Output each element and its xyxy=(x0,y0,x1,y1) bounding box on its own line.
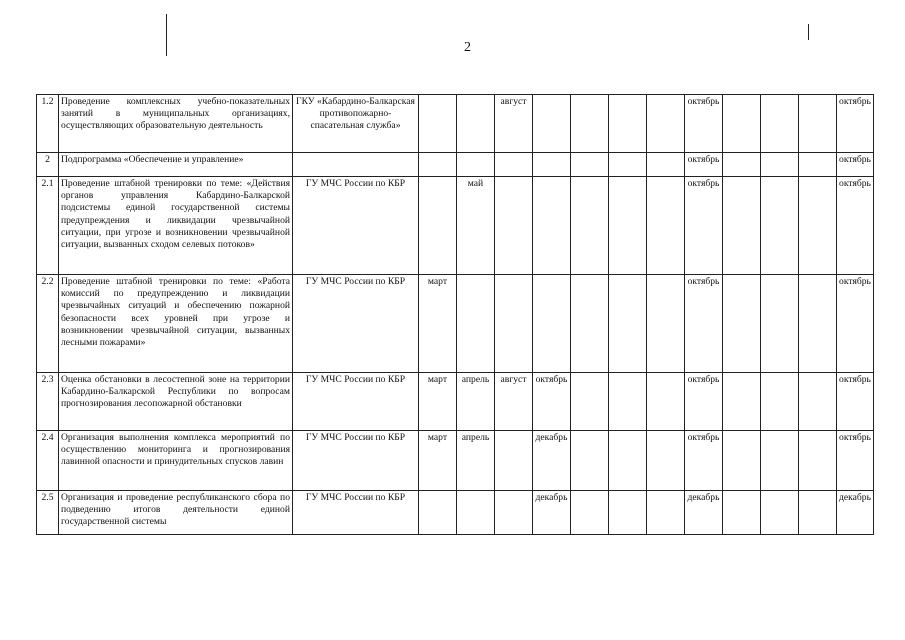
month-cell xyxy=(609,275,647,373)
month-cell xyxy=(799,373,837,431)
month-cell xyxy=(419,153,457,177)
month-cell: апрель xyxy=(457,431,495,491)
month-cell xyxy=(571,373,609,431)
month-cell xyxy=(723,491,761,535)
month-cell: декабрь xyxy=(685,491,723,535)
month-cell xyxy=(419,95,457,153)
month-cell xyxy=(457,491,495,535)
responsible-executor: ГКУ «Кабардино-Балкарская противопожарно-спасательная служба» xyxy=(293,95,419,153)
month-cell: октябрь xyxy=(685,275,723,373)
month-cell: октябрь xyxy=(685,95,723,153)
month-cell xyxy=(647,95,685,153)
month-cell: октябрь xyxy=(685,431,723,491)
row-number: 2 xyxy=(37,153,59,177)
month-cell xyxy=(609,95,647,153)
month-cell xyxy=(457,95,495,153)
month-cell xyxy=(571,95,609,153)
month-cell xyxy=(799,95,837,153)
month-cell xyxy=(761,153,799,177)
month-cell xyxy=(533,275,571,373)
table-row xyxy=(37,373,874,431)
month-cell: декабрь xyxy=(837,491,874,535)
row-number: 2.5 xyxy=(37,491,59,535)
month-cell xyxy=(723,275,761,373)
month-cell xyxy=(799,177,837,275)
event-description: Подпрограмма «Обеспечение и управление» xyxy=(59,153,293,177)
month-cell: март xyxy=(419,431,457,491)
month-cell xyxy=(647,153,685,177)
month-cell xyxy=(647,491,685,535)
month-cell xyxy=(799,153,837,177)
month-cell xyxy=(495,491,533,535)
month-cell xyxy=(799,275,837,373)
month-cell xyxy=(761,177,799,275)
month-cell xyxy=(495,153,533,177)
month-cell xyxy=(647,275,685,373)
event-description: Оценка обстановки в лесостепной зоне на территории Кабардино-Балкарской Республики по вопросам прогнозирования лесопожарной обстановки xyxy=(59,373,293,431)
month-cell xyxy=(647,373,685,431)
responsible-executor: ГУ МЧС России по КБР xyxy=(293,431,419,491)
month-cell: октябрь xyxy=(837,153,874,177)
row-number: 2.4 xyxy=(37,431,59,491)
month-cell xyxy=(495,177,533,275)
table-row xyxy=(37,177,874,275)
month-cell: апрель xyxy=(457,373,495,431)
month-cell: май xyxy=(457,177,495,275)
table-row xyxy=(37,491,874,535)
table-row xyxy=(37,153,874,177)
event-description: Проведение штабной тренировки по теме: «Действия органов управления Кабардино-Балкарской подсистемы единой государственной системы предупреждения и ликвидации чрезвычайной ситуации, при угрозе и возникновении чрезвычайной ситуации, вызванных сходом селевых потоков» xyxy=(59,177,293,275)
month-cell xyxy=(609,177,647,275)
month-cell xyxy=(419,177,457,275)
page-number: 2 xyxy=(464,40,471,55)
month-cell xyxy=(761,431,799,491)
month-cell xyxy=(799,491,837,535)
month-cell xyxy=(571,431,609,491)
month-cell xyxy=(723,153,761,177)
month-cell xyxy=(647,177,685,275)
month-cell: декабрь xyxy=(533,491,571,535)
month-cell xyxy=(571,153,609,177)
responsible-executor: ГУ МЧС России по КБР xyxy=(293,373,419,431)
responsible-executor: ГУ МЧС России по КБР xyxy=(293,491,419,535)
month-cell xyxy=(571,177,609,275)
month-cell: декабрь xyxy=(533,431,571,491)
month-cell: март xyxy=(419,275,457,373)
event-description: Проведение комплексных учебно-показательных занятий в муниципальных организациях, осуществляющих образовательную деятельность xyxy=(59,95,293,153)
row-number: 1.2 xyxy=(37,95,59,153)
row-number: 2.3 xyxy=(37,373,59,431)
month-cell xyxy=(761,275,799,373)
month-cell xyxy=(723,177,761,275)
month-cell: октябрь xyxy=(533,373,571,431)
month-cell: октябрь xyxy=(685,153,723,177)
month-cell xyxy=(495,431,533,491)
responsible-executor: ГУ МЧС России по КБР xyxy=(293,177,419,275)
row-number: 2.1 xyxy=(37,177,59,275)
table-row xyxy=(37,431,874,491)
month-cell xyxy=(723,95,761,153)
row-number: 2.2 xyxy=(37,275,59,373)
month-cell: октябрь xyxy=(837,431,874,491)
month-cell xyxy=(723,373,761,431)
month-cell xyxy=(533,95,571,153)
responsible-executor: ГУ МЧС России по КБР xyxy=(293,275,419,373)
event-description: Проведение штабной тренировки по теме: «Работа комиссий по предупреждению и ликвидации чрезвычайных ситуаций и обеспечению пожарной безопасности всех уровней при угрозе и возникновении чрезвычайной ситуации, вызванных лесными пожарами» xyxy=(59,275,293,373)
month-cell xyxy=(533,153,571,177)
month-cell xyxy=(647,431,685,491)
month-cell xyxy=(609,373,647,431)
month-cell xyxy=(761,373,799,431)
month-cell xyxy=(609,491,647,535)
month-cell xyxy=(457,153,495,177)
table-row xyxy=(37,275,874,373)
month-cell xyxy=(495,275,533,373)
month-cell xyxy=(419,491,457,535)
month-cell: октябрь xyxy=(837,275,874,373)
month-cell xyxy=(609,153,647,177)
event-description: Организация выполнения комплекса мероприятий по осуществлению мониторинга и прогнозирования лавинной опасности и принудительных спусков лавин xyxy=(59,431,293,491)
month-cell: август xyxy=(495,373,533,431)
month-cell xyxy=(761,95,799,153)
month-cell xyxy=(457,275,495,373)
month-cell: октябрь xyxy=(837,95,874,153)
month-cell xyxy=(609,431,647,491)
margin-mark-left xyxy=(166,14,167,56)
plan-table xyxy=(36,94,874,535)
month-cell xyxy=(533,177,571,275)
month-cell xyxy=(723,431,761,491)
event-description: Организация и проведение республиканского сбора по подведению итогов деятельности единой государственной системы xyxy=(59,491,293,535)
month-cell xyxy=(799,431,837,491)
month-cell: октябрь xyxy=(685,177,723,275)
month-cell xyxy=(761,491,799,535)
margin-mark-right xyxy=(808,24,809,40)
month-cell xyxy=(571,491,609,535)
month-cell: октябрь xyxy=(837,177,874,275)
responsible-executor xyxy=(293,153,419,177)
table-row xyxy=(37,95,874,153)
month-cell: март xyxy=(419,373,457,431)
month-cell: август xyxy=(495,95,533,153)
month-cell xyxy=(571,275,609,373)
month-cell: октябрь xyxy=(685,373,723,431)
month-cell: октябрь xyxy=(837,373,874,431)
